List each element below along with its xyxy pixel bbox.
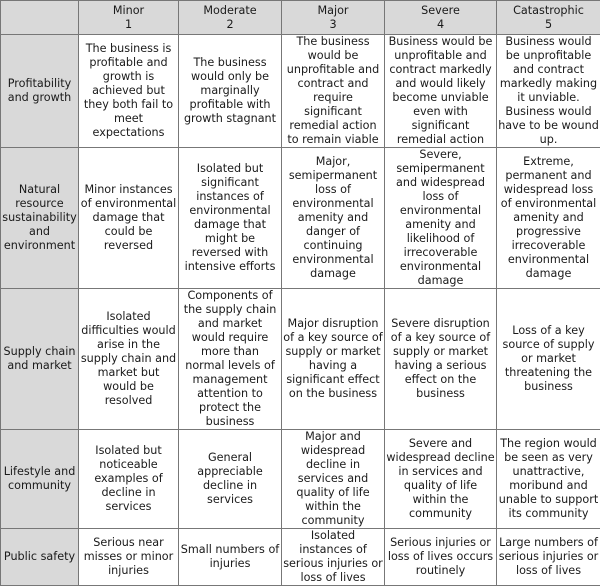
level-name: Major	[283, 4, 383, 18]
level-header-catastrophic	[497, 1, 600, 35]
level-header-severe	[385, 1, 497, 35]
level-header-major	[282, 1, 385, 35]
level-number: 1	[80, 18, 177, 32]
cell-profitability-major: The business would be unprofitable and contract and require significant remedial action to remain viable	[282, 35, 385, 148]
cell-supply-severe: Severe disruption of a key source of supply or market having a serious effect on the business	[385, 289, 497, 430]
level-name: Moderate	[180, 4, 280, 18]
row-lifestyle	[1, 430, 600, 529]
level-name: Minor	[80, 4, 177, 18]
row-label: Supply chain and market	[1, 289, 79, 430]
cell-natural-severe: Severe, semipermanent and widespread loss of environmental amenity and likelihood of irrecoverable environmental damage	[385, 148, 497, 289]
cell-profitability-minor: The business is profitable and growth is achieved but they both fail to meet expectations	[79, 35, 179, 148]
corner-cell	[1, 1, 79, 35]
cell-lifestyle-major: Major and widespread decline in services and quality of life within the community	[282, 430, 385, 529]
cell-lifestyle-catastrophic: The region would be seen as very unattractive, moribund and unable to support its community	[497, 430, 600, 529]
cell-safety-major: Isolated instances of serious injuries or loss of lives	[282, 529, 385, 586]
cell-natural-catastrophic: Extreme, permanent and widespread loss of environmental amenity and progressive irrecoverable environmental damage	[497, 148, 600, 289]
row-label: Profitability and growth	[1, 35, 79, 148]
cell-lifestyle-moderate: General appreciable decline in services	[179, 430, 282, 529]
level-number: 4	[386, 18, 495, 32]
level-number: 5	[498, 18, 599, 32]
cell-profitability-catastrophic: Business would be unprofitable and contract markedly making it unviable. Business would have to be wound up.	[497, 35, 600, 148]
cell-natural-major: Major, semipermanent loss of environmental amenity and danger of continuing environmental damage	[282, 148, 385, 289]
cell-safety-severe: Serious injuries or loss of lives occurs routinely	[385, 529, 497, 586]
cell-supply-catastrophic: Loss of a key source of supply or market threatening the business	[497, 289, 600, 430]
cell-lifestyle-minor: Isolated but noticeable examples of decline in services	[79, 430, 179, 529]
cell-supply-moderate: Components of the supply chain and market would require more than normal levels of management attention to protect the business	[179, 289, 282, 430]
level-header-moderate	[179, 1, 282, 35]
cell-safety-minor: Serious near misses or minor injuries	[79, 529, 179, 586]
row-natural-resource	[1, 148, 600, 289]
row-label: Public safety	[1, 529, 79, 586]
row-profitability	[1, 35, 600, 148]
cell-supply-major: Major disruption of a key source of supply or market having a significant effect on the business	[282, 289, 385, 430]
cell-safety-moderate: Small numbers of injuries	[179, 529, 282, 586]
level-number: 2	[180, 18, 280, 32]
row-public-safety	[1, 529, 600, 586]
cell-natural-moderate: Isolated but significant instances of environmental damage that might be reversed with intensive efforts	[179, 148, 282, 289]
cell-supply-minor: Isolated difficulties would arise in the supply chain and market but would be resolved	[79, 289, 179, 430]
header-row	[1, 1, 600, 35]
cell-natural-minor: Minor instances of environmental damage that could be reversed	[79, 148, 179, 289]
cell-profitability-moderate: The business would only be marginally profitable with growth stagnant	[179, 35, 282, 148]
cell-profitability-severe: Business would be unprofitable and contract markedly and would likely become unviable even with significant remedial action	[385, 35, 497, 148]
cell-safety-catastrophic: Large numbers of serious injuries or loss of lives	[497, 529, 600, 586]
level-name: Severe	[386, 4, 495, 18]
level-header-minor	[79, 1, 179, 35]
level-number: 3	[283, 18, 383, 32]
row-label: Natural resource sustainability and environment	[1, 148, 79, 289]
cell-lifestyle-severe: Severe and widespread decline in services and quality of life within the community	[385, 430, 497, 529]
level-name: Catastrophic	[498, 4, 599, 18]
row-label: Lifestyle and community	[1, 430, 79, 529]
row-supply-chain	[1, 289, 600, 430]
